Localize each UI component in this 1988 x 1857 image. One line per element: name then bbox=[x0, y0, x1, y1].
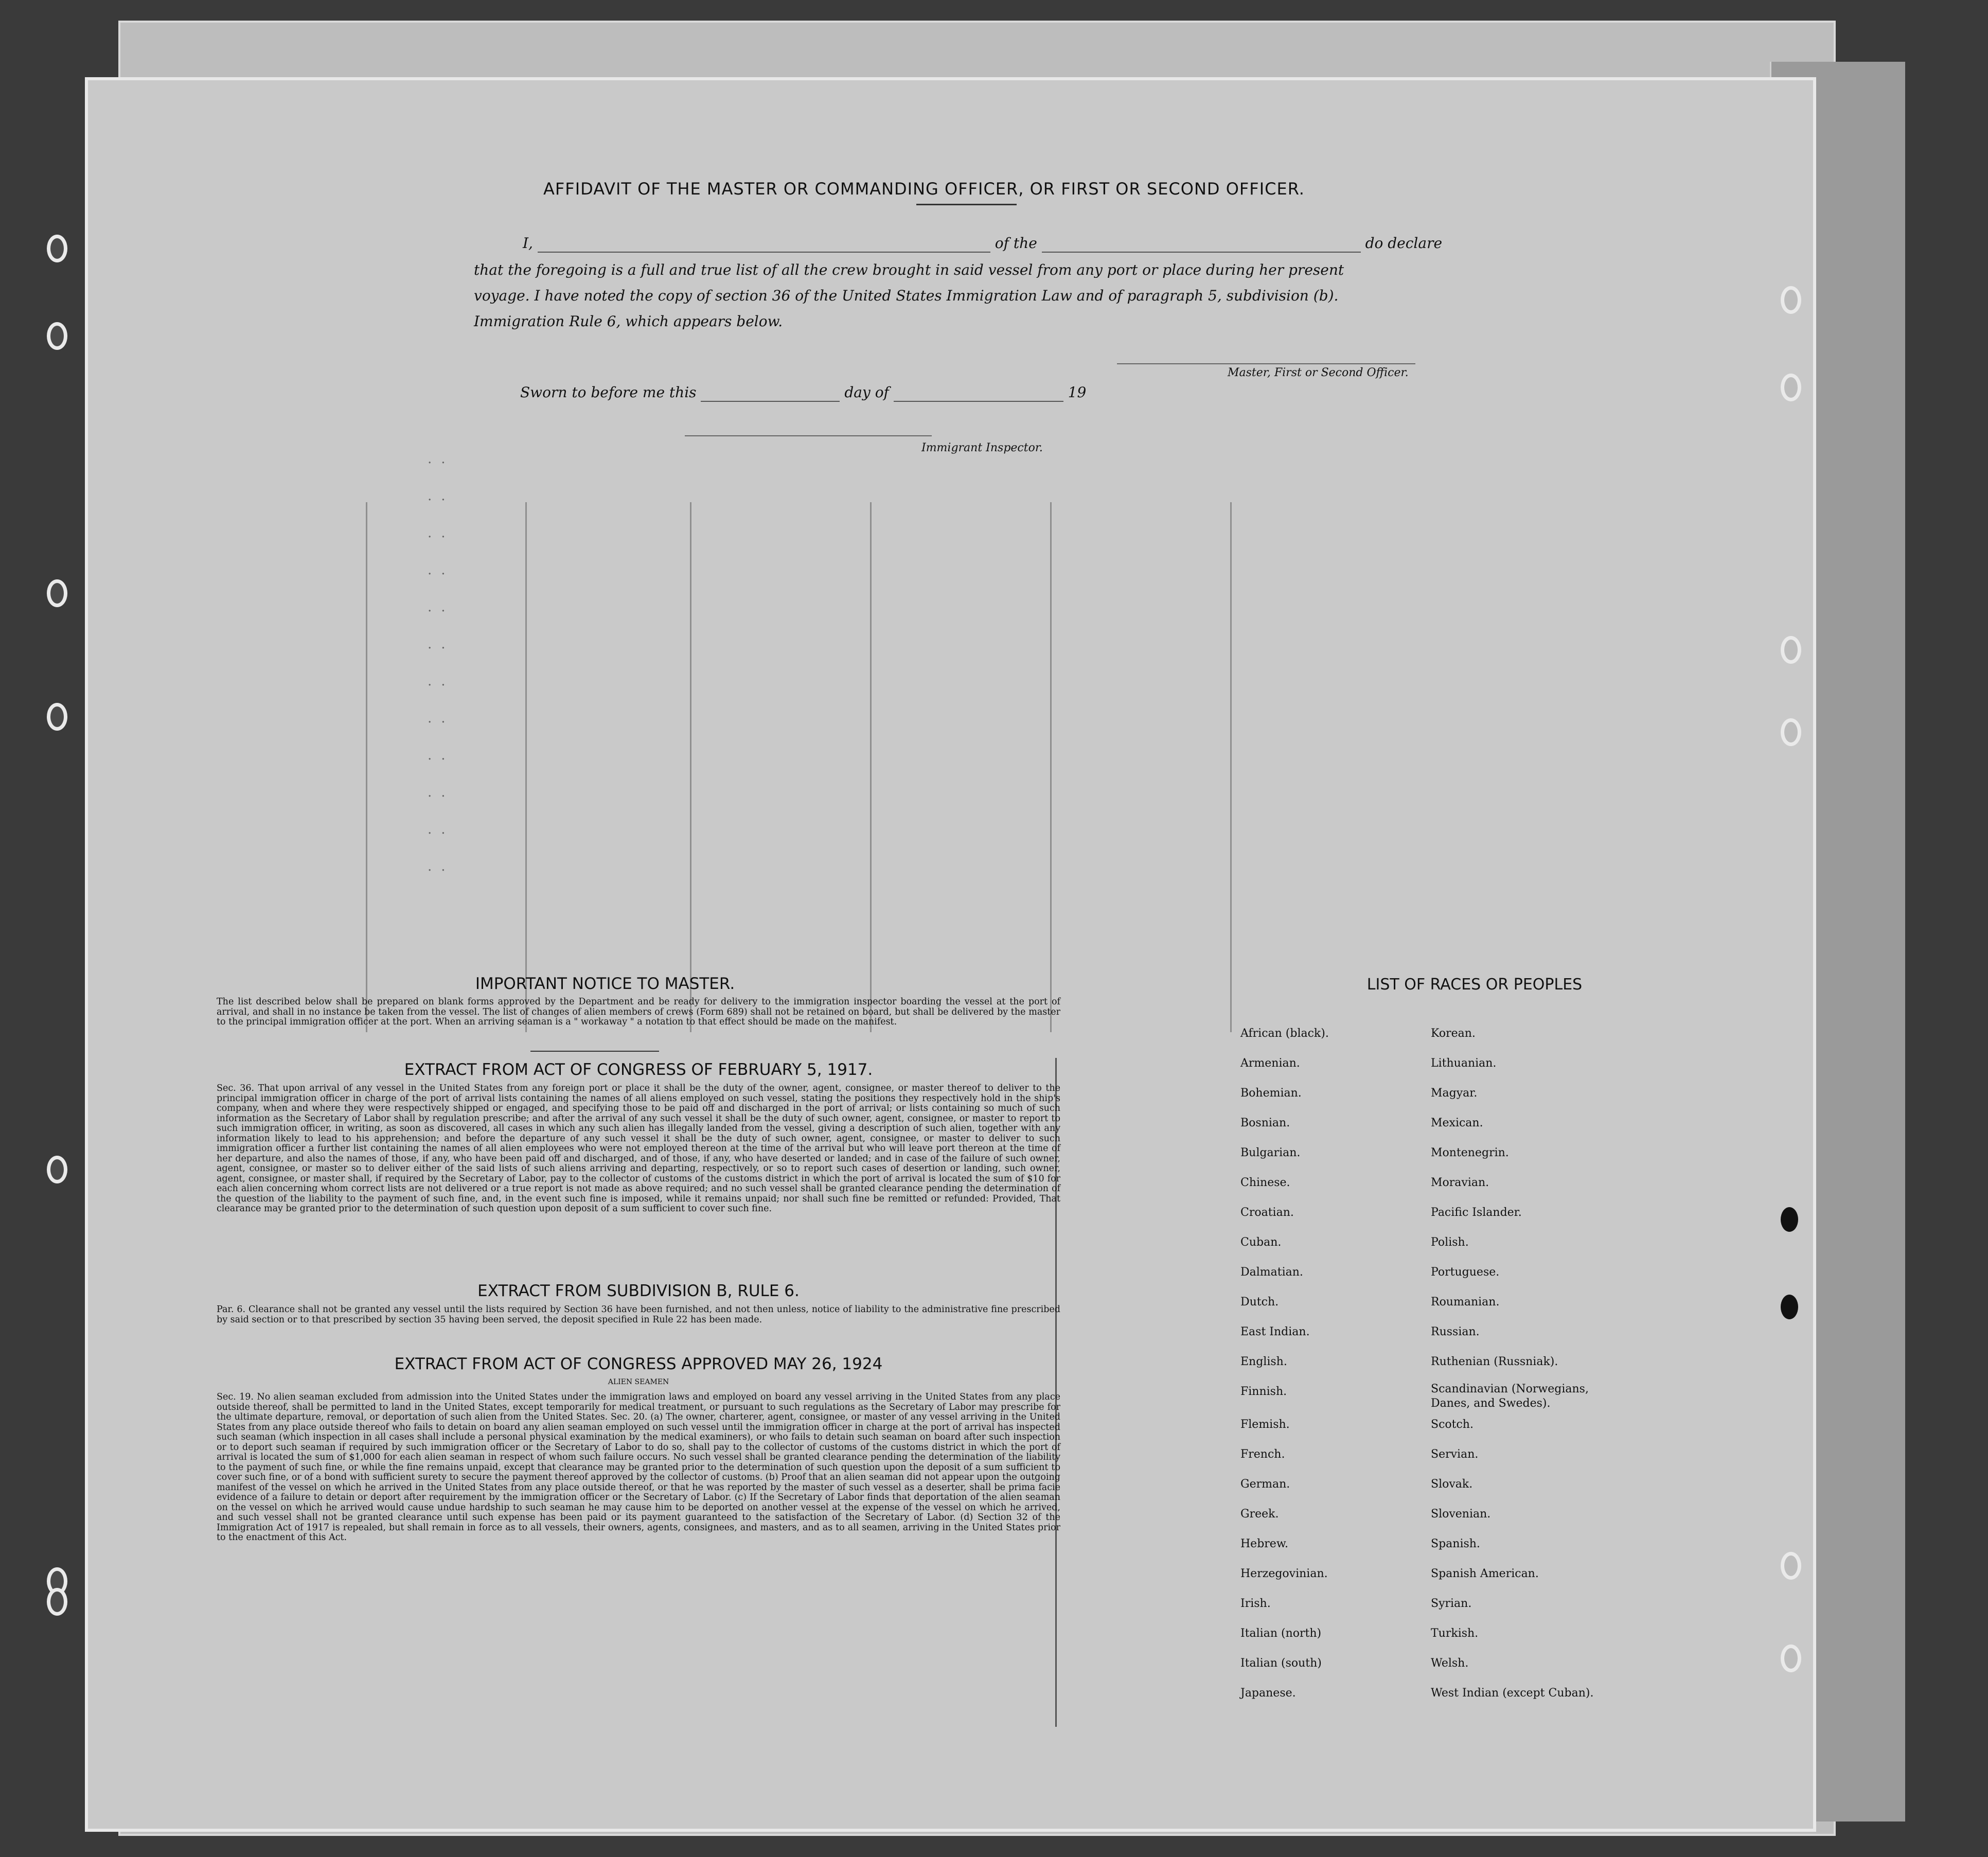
race-item: Bosnian. bbox=[1240, 1117, 1290, 1129]
column-line bbox=[690, 502, 691, 1032]
vessel-blank bbox=[1042, 235, 1361, 253]
race-item: Italian (south) bbox=[1240, 1657, 1322, 1670]
affidavit-title: AFFIDAVIT OF THE MASTER OR COMMANDING OFFICER, OR FIRST OR SECOND OFFICER. bbox=[543, 179, 1305, 199]
binder-hole bbox=[1781, 718, 1801, 746]
race-item: African (black). bbox=[1240, 1027, 1329, 1040]
title-rule bbox=[916, 204, 1017, 205]
race-item: East Indian. bbox=[1240, 1325, 1310, 1338]
inspector-line bbox=[685, 435, 932, 436]
race-item: Servian. bbox=[1431, 1448, 1479, 1461]
race-item: English. bbox=[1240, 1355, 1287, 1368]
punch-hole bbox=[1781, 1207, 1798, 1232]
race-item: Moravian. bbox=[1431, 1176, 1489, 1189]
extract-1924-subtitle: ALIEN SEAMEN bbox=[608, 1378, 669, 1386]
race-item: Ruthenian (Russniak). bbox=[1431, 1355, 1558, 1368]
binder-hole bbox=[1781, 286, 1801, 314]
race-item: Korean. bbox=[1431, 1027, 1476, 1040]
binder-hole bbox=[1781, 1644, 1801, 1672]
race-item: Irish. bbox=[1240, 1597, 1271, 1610]
binder-hole bbox=[47, 322, 67, 350]
race-item: Pacific Islander. bbox=[1431, 1206, 1522, 1219]
race-item: Spanish. bbox=[1431, 1537, 1480, 1550]
race-item: Portuguese. bbox=[1431, 1266, 1500, 1279]
column-line bbox=[525, 502, 527, 1032]
notice-text: The list described below shall be prepared on blank forms approved by the Department and be ready for delivery to the immigration inspector boarding the vessel at the port of arrival, and shall in no instance be taken from the vessel. The list of changes of alien members of crews (Form 689) shall not be retained on board, but shall be delivered by the master to the principal immigration officer at the port. When an arriving seaman is a " workaway " a notation to that effect should be made on the manifest. bbox=[217, 997, 1060, 1027]
race-item: Montenegrin. bbox=[1431, 1146, 1509, 1159]
race-item: Mexican. bbox=[1431, 1117, 1483, 1129]
extract-1917-title: EXTRACT FROM ACT OF CONGRESS OF FEBRUARY 5, 1917. bbox=[404, 1060, 873, 1079]
day-blank bbox=[701, 384, 840, 402]
race-item: Welsh. bbox=[1431, 1657, 1469, 1670]
race-item: Dalmatian. bbox=[1240, 1266, 1303, 1279]
race-item: Armenian. bbox=[1240, 1057, 1300, 1070]
race-item: Russian. bbox=[1431, 1325, 1480, 1338]
race-item: Roumanian. bbox=[1431, 1296, 1500, 1308]
signature-line bbox=[1117, 363, 1415, 364]
affidavit-line-3: voyage. I have noted the copy of section 36 of the United States Immigration Law and of paragraph 5, subdivision (b). bbox=[474, 287, 1339, 304]
race-item: Scotch. bbox=[1431, 1418, 1474, 1431]
label-declare: do declare bbox=[1365, 235, 1443, 252]
binder-hole bbox=[1781, 374, 1801, 401]
column-line bbox=[1050, 502, 1052, 1032]
race-item: Chinese. bbox=[1240, 1176, 1290, 1189]
affidavit-line-1 bbox=[523, 235, 1442, 253]
race-item: Hebrew. bbox=[1240, 1537, 1289, 1550]
month-blank bbox=[894, 384, 1063, 402]
section-rule bbox=[530, 1051, 659, 1052]
race-item: Polish. bbox=[1431, 1236, 1469, 1249]
race-item: Italian (north) bbox=[1240, 1627, 1322, 1640]
race-item: Syrian. bbox=[1431, 1597, 1472, 1610]
races-title: LIST OF RACES OR PEOPLES bbox=[1366, 976, 1583, 994]
race-item: Scandinavian (Norwegians, Danes, and Swedes). bbox=[1431, 1383, 1589, 1410]
binder-hole bbox=[47, 579, 67, 607]
inspector-label: Immigrant Inspector. bbox=[921, 441, 1043, 454]
label-year: 19 bbox=[1068, 384, 1087, 401]
race-item: Spanish American. bbox=[1431, 1567, 1539, 1580]
race-item: Bulgarian. bbox=[1240, 1146, 1301, 1159]
row-markers: .. .. .. .. .. .. .. .. .. .. .. .. bbox=[428, 451, 455, 874]
race-item: French. bbox=[1240, 1448, 1285, 1461]
document-page bbox=[85, 77, 1816, 1832]
binder-hole bbox=[1781, 1552, 1801, 1580]
label-sworn: Sworn to before me this bbox=[520, 384, 697, 401]
affidavit-line-2: that the foregoing is a full and true list of all the crew brought in said vessel from any port or place during her present bbox=[474, 261, 1344, 278]
race-item: Slovak. bbox=[1431, 1478, 1473, 1491]
extract-1924-title: EXTRACT FROM ACT OF CONGRESS APPROVED MAY 26, 1924 bbox=[394, 1355, 883, 1373]
binder-hole bbox=[47, 703, 67, 731]
race-item: German. bbox=[1240, 1478, 1290, 1491]
label-of-the: of the bbox=[995, 235, 1037, 252]
race-item: Herzegovinian. bbox=[1240, 1567, 1328, 1580]
subdivision-text: Par. 6. Clearance shall not be granted any vessel until the lists required by Section 36 have been furnished, and not then unless, notice of liability to the administrative fine prescribed by said section or to that prescribed by section 35 having been served, the deposit specified in Rule 22 has been made. bbox=[217, 1304, 1060, 1325]
race-item: Turkish. bbox=[1431, 1627, 1479, 1640]
punch-hole bbox=[1781, 1295, 1798, 1319]
race-item: Lithuanian. bbox=[1431, 1057, 1497, 1070]
label-i: I, bbox=[523, 235, 533, 252]
race-item: West Indian (except Cuban). bbox=[1431, 1687, 1594, 1700]
binder-hole bbox=[1781, 636, 1801, 664]
race-item: Slovenian. bbox=[1431, 1508, 1491, 1520]
notice-title: IMPORTANT NOTICE TO MASTER. bbox=[475, 975, 735, 993]
race-item: Flemish. bbox=[1240, 1418, 1290, 1431]
signature-label: Master, First or Second Officer. bbox=[1228, 366, 1409, 379]
race-item: Magyar. bbox=[1431, 1087, 1478, 1100]
race-item: Dutch. bbox=[1240, 1296, 1279, 1308]
race-item: Greek. bbox=[1240, 1508, 1279, 1520]
label-day-of: day of bbox=[844, 384, 889, 401]
subdivision-title: EXTRACT FROM SUBDIVISION B, RULE 6. bbox=[477, 1282, 800, 1300]
name-blank bbox=[538, 235, 990, 253]
race-item: Croatian. bbox=[1240, 1206, 1294, 1219]
sworn-line bbox=[520, 384, 1086, 402]
extract-1917-text: Sec. 36. That upon arrival of any vessel in the United States from any foreign port or place it shall be the duty of the owner, agent, consignee, or master thereof to deliver to the principal immigration officer in charge of the port of arrival lists containing the names of all aliens employed on such vessel, stating the positions they respectively hold in the ship's company, when and where they were respectively shipped or engaged, and specifying those to be paid off and discharged in the port of arrival; or lists containing so much of such information as the Secretary of Labor shall by regulation prescribe; and after the arrival of any such vessel it shall be the duty of such owner, agent, consignee, or master to report to such immigration officer, in writing, as soon as discovered, all cases in which any such alien has illegally landed from the vessel, giving a description of such alien, together with any information likely to lead to his apprehension; and before the departure of any such vessel it shall be the duty of such owner, agent, consignee, or master to deliver to such immigration officer a further list containing the names of all alien employees who were not employed thereon at the time of the arrival but who will leave port thereon at the time of her departure, and also the names of those, if any, who have been paid off and discharged, and of those, if any, who have deserted or landed; and in case of the failure of such owner, agent, consignee, or master so to deliver either of the said lists of such aliens arriving and departing, respectively, or so to report such cases of desertion or landing, such owner, agent, consignee, or master shall, if required by the Secretary of Labor, pay to the collector of customs of the customs district in which the port of arrival is located the sum of $10 for each alien concerning whom correct lists are not delivered or a true report is not made as above required; and no such vessel shall be granted clearance pending the determination of the question of the liability to the payment of such fine, and, in the event such fine is imposed, while it remains unpaid; nor shall such fine be remitted or refunded: Provided, That clearance may be granted prior to the determination of such question upon deposit of a sum sufficient to cover such fine. bbox=[217, 1083, 1060, 1214]
race-item: Cuban. bbox=[1240, 1236, 1282, 1249]
column-line bbox=[1230, 502, 1232, 1032]
column-line bbox=[870, 502, 872, 1032]
column-line bbox=[366, 502, 367, 1032]
binder-hole bbox=[47, 1588, 67, 1616]
extract-1924-text: Sec. 19. No alien seaman excluded from admission into the United States under the immigration laws and employed on board any vessel arriving in the United States from any place outside thereof, shall be permitted to land in the United States, except temporarily for medical treatment, or pursuant to such regulations as the Secretary of Labor may prescribe for the ultimate departure, removal, or deportation of such alien from the United States. Sec. 20. (a) The owner, charterer, agent, consignee, or master of any vessel arriving in the United States from any place outside thereof who fails to detain on board any alien seaman employed on such vessel until the immigration officer in charge at the port of arrival has inspected such seaman (which inspection in all cases shall include a personal physical examination by the medical examiners), or who fails to detain such seaman on board after such inspection or to deport such seaman if required by such immigration officer or the Secretary of Labor to do so, shall pay to the collector of customs of the customs district in which the port of arrival is located the sum of $1,000 for each alien seaman in respect of whom such failure occurs. No such vessel shall be granted clearance pending the determination of the liability to the payment of such fine, or while the fine remains unpaid, except that clearance may be granted prior to the determination of such question upon the deposit of a sum sufficient to cover such fine, or of a bond with sufficient surety to secure the payment thereof approved by the collector of customs. (b) Proof that an alien seaman did not appear upon the outgoing manifest of the vessel on which he arrived in the United States from any place outside thereof, or that he was reported by the master of such vessel as a deserter, shall be prima facie evidence of a failure to detain or deport after requirement by the immigration officer or the Secretary of Labor. (c) If the Secretary of Labor finds that deportation of the alien seaman on the vessel on which he arrived would cause undue hardship to such seaman he may cause him to be deported on another vessel at the expense of the vessel on which he arrived, and such vessel shall not be granted clearance until such expense has been paid or its payment guaranteed to the satisfaction of the Secretary of Labor. (d) Section 32 of the Immigration Act of 1917 is repealed, but shall remain in force as to all vessels, their owners, agents, consignees, and masters, and as to all seamen, arriving in the United States prior to the enactment of this Act. bbox=[217, 1392, 1060, 1543]
binder-hole bbox=[47, 235, 67, 262]
affidavit-line-4: Immigration Rule 6, which appears below. bbox=[474, 313, 783, 330]
race-item: Japanese. bbox=[1240, 1687, 1296, 1700]
binder-hole bbox=[47, 1156, 67, 1183]
race-item: Finnish. bbox=[1240, 1385, 1287, 1398]
race-item: Bohemian. bbox=[1240, 1087, 1302, 1100]
